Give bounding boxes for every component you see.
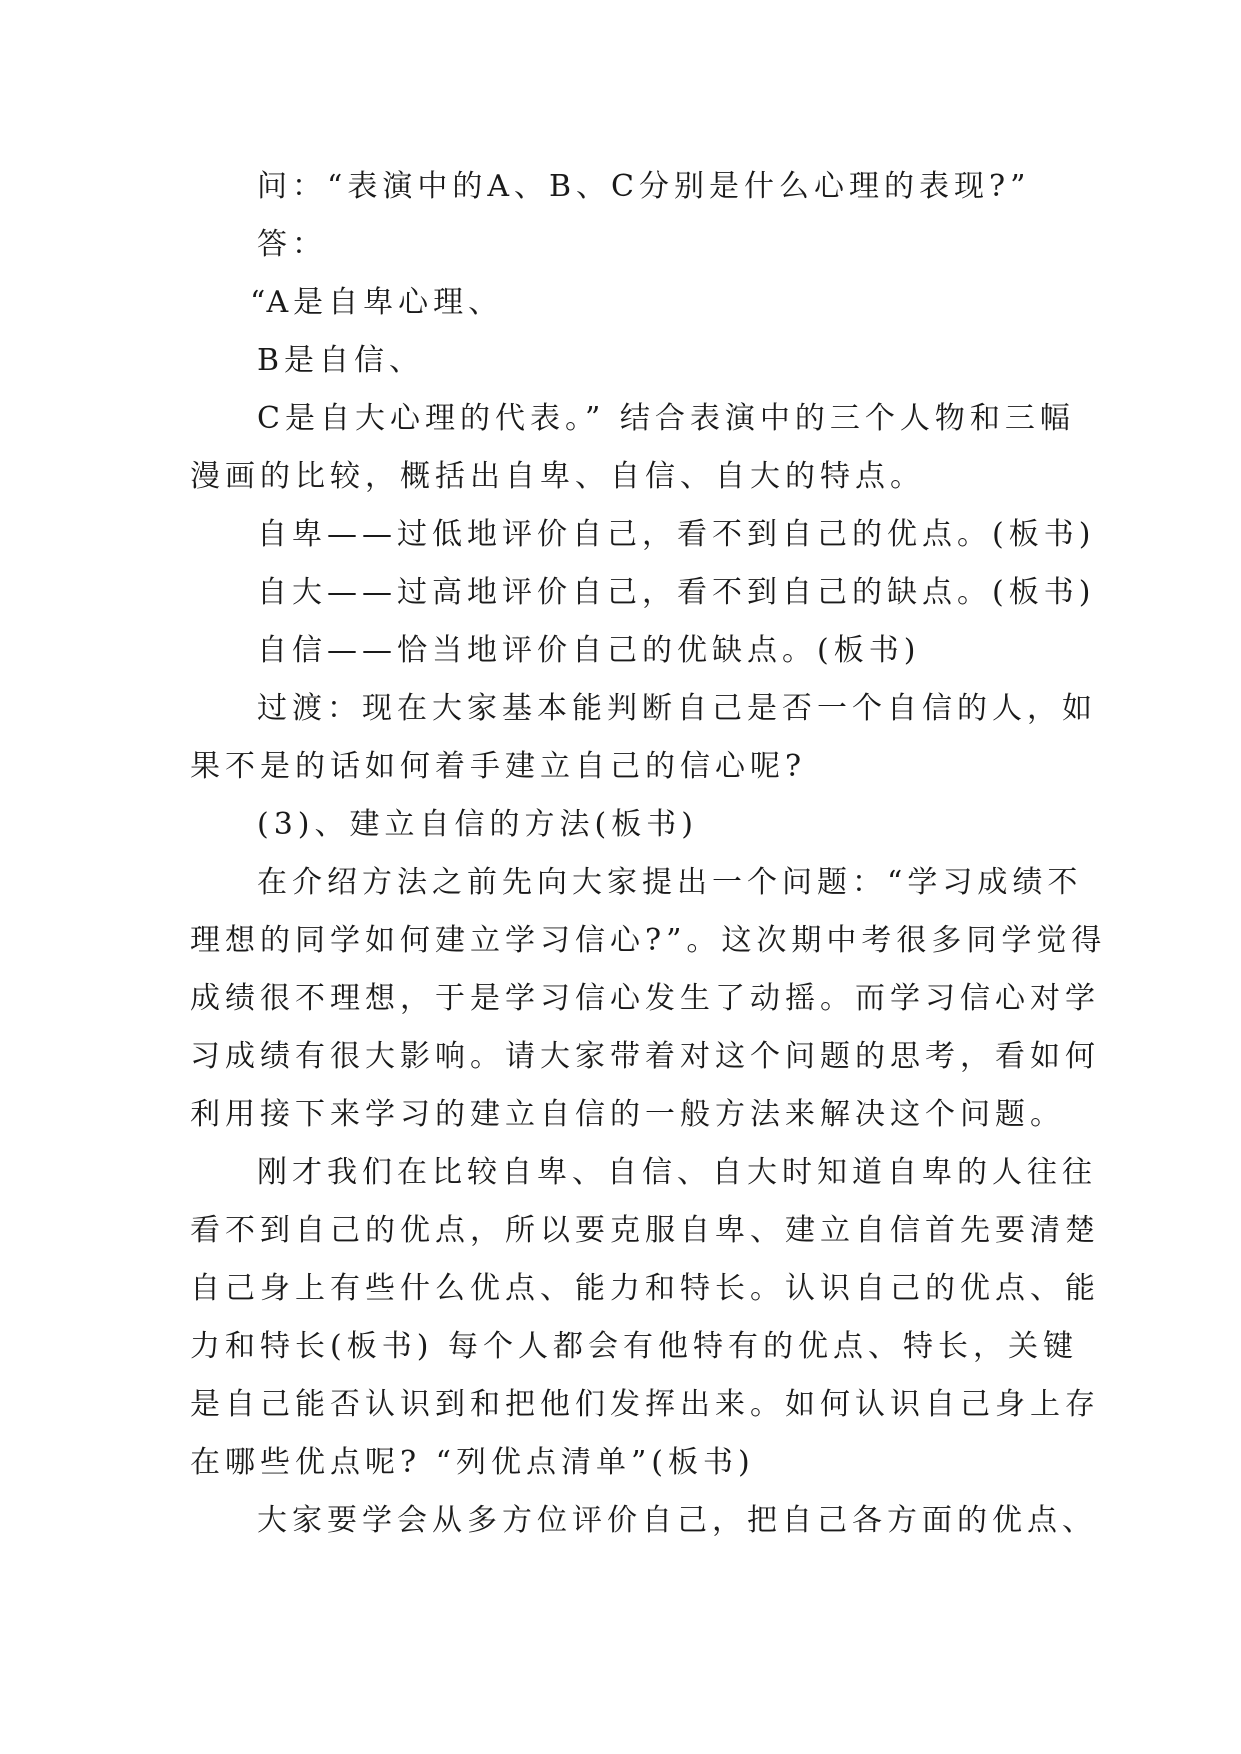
text-line: 是自己能否认识到和把他们发挥出来。如何认识自己身上存 [190, 1387, 1100, 1422]
definition-arrogance: 自大——过高地评价自己，看不到自己的缺点。(板书) [257, 575, 1096, 610]
definition-confidence: 自信——恰当地评价自己的优缺点。(板书) [257, 633, 921, 668]
text-line: 利用接下来学习的建立自信的一般方法来解决这个问题。 [190, 1097, 1065, 1132]
text-line: 力和特长(板书) 每个人都会有他特有的优点、特长，关键 [190, 1329, 1078, 1364]
text-line: 漫画的比较，概括出自卑、自信、自大的特点。 [190, 459, 925, 494]
section-heading: (3)、建立自信的方法(板书) [257, 807, 698, 842]
answer-label: 答： [257, 227, 327, 262]
text-line: 成绩很不理想，于是学习信心发生了动摇。而学习信心对学 [190, 981, 1100, 1016]
text-line: 自己身上有些什么优点、能力和特长。认识自己的优点、能 [190, 1271, 1100, 1306]
question-line: 问：“表演中的A、B、C分别是什么心理的表现?” [257, 169, 1031, 204]
text-line: 在哪些优点呢? “列优点清单”(板书) [190, 1445, 755, 1480]
paragraph-start: 在介绍方法之前先向大家提出一个问题：“学习成绩不 [257, 865, 1083, 900]
text-line: 习成绩有很大影响。请大家带着对这个问题的思考，看如何 [190, 1039, 1100, 1074]
paragraph-start: 刚才我们在比较自卑、自信、自大时知道自卑的人往往 [257, 1155, 1097, 1190]
transition-line: 过渡：现在大家基本能判断自己是否一个自信的人，如 [257, 691, 1097, 726]
text-line: 理想的同学如何建立学习信心?”。这次期中考很多同学觉得 [190, 923, 1107, 958]
answer-line-a: “A是自卑心理、 [250, 285, 504, 320]
text-line: 果不是的话如何着手建立自己的信心呢? [190, 749, 807, 784]
body-text [190, 158, 1107, 1550]
definition-inferiority: 自卑——过低地评价自己，看不到自己的优点。(板书) [257, 517, 1096, 552]
text-line: 看不到自己的优点，所以要克服自卑、建立自信首先要清楚 [190, 1213, 1100, 1248]
answer-line-b: B是自信、 [257, 343, 425, 378]
answer-line-c: C是自大心理的代表。” 结合表演中的三个人物和三幅 [257, 401, 1075, 436]
paragraph-start: 大家要学会从多方位评价自己，把自己各方面的优点、 [257, 1503, 1097, 1538]
